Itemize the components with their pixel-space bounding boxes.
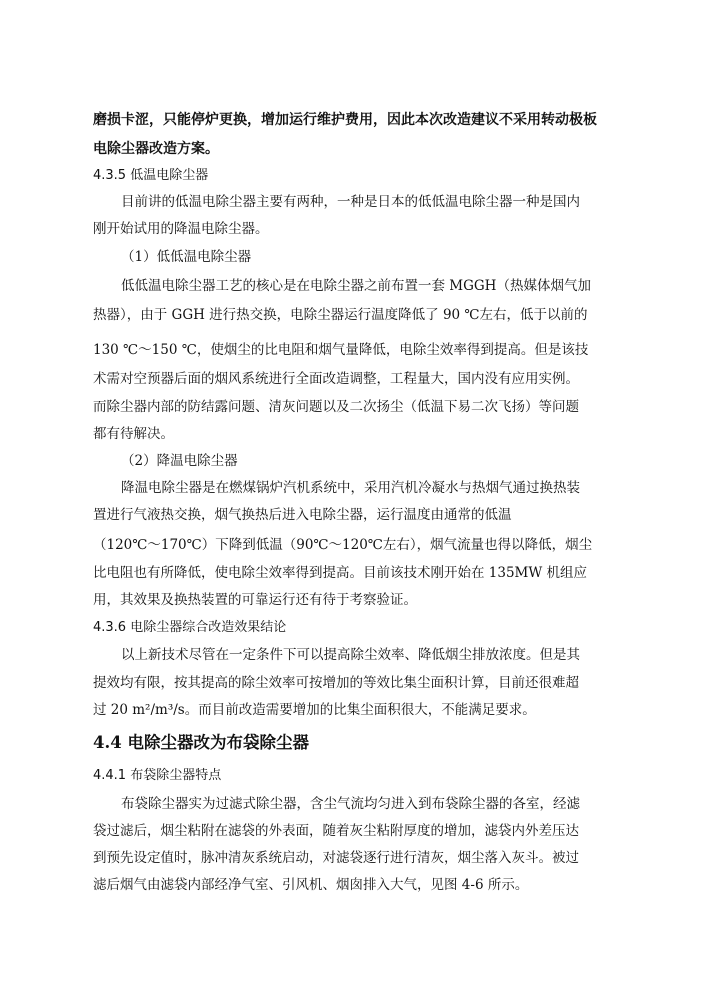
section-heading-4-4-1: 4.4.1 布袋除尘器特点 [93,768,222,783]
paragraph-line: 袋过滤后，烟尘粘附在滤袋的外表面，随着灰尘粘附厚度的增加，滤袋内外差压达 [93,823,579,839]
paragraph-line: （120℃～170℃）下降到低温（90℃～120℃左右），烟气流量也得以降低，烟尘 [93,537,593,553]
paragraph-line: 而除尘器内部的防结露问题、清灰问题以及二次扬尘（低温下易二次飞扬）等问题 [93,399,579,415]
paragraph-line: 置进行气液热交换，烟气换热后进入电除尘器，运行温度由通常的低温 [93,507,512,523]
paragraph-line: 过 20 m²/m³/s。而目前改造需要增加的比集尘面积很大，不能满足要求。 [93,702,536,718]
subheading-cooled: （2）降温电除尘器 [121,453,238,469]
paragraph-line: 到预先设定值时，脉冲清灰系统启动，对滤袋逐行进行清灰，烟尘落入灰斗。被过 [93,850,579,866]
paragraph-line: 目前讲的低温电除尘器主要有两种，一种是日本的低低温电除尘器一种是国内 [121,194,580,210]
section-heading-4-3-5: 4.3.5 低温电除尘器 [93,168,209,183]
paragraph-line: 低低温电除尘器工艺的核心是在电除尘器之前布置一套 MGGH（热媒体烟气加 [121,278,591,294]
paragraph-line: 提效均有限，按其提高的除尘效率可按增加的等效比集尘面积计算，目前还很难超 [93,675,579,691]
paragraph-line: 以上新技术尽管在一定条件下可以提高除尘效率、降低烟尘排放浓度。但是其 [121,647,580,663]
subheading-low-low-temp: （1）低低温电除尘器 [121,249,252,265]
paragraph-line: 130 ℃～150 ℃，使烟尘的比电阻和烟气量降低，电除尘效率得到提高。但是该技 [93,342,589,358]
paragraph-line: 布袋除尘器实为过滤式除尘器，含尘气流均匀进入到布袋除尘器的各室，经滤 [121,796,580,812]
paragraph-line: 用，其效果及换热装置的可靠运行还有待于考察验证。 [93,592,417,608]
section-heading-4-3-6: 4.3.6 电除尘器综合改造效果结论 [93,620,287,635]
paragraph-line: 都有待解决。 [93,426,174,442]
paragraph-line: 术需对空预器后面的烟风系统进行全面改造调整，工程量大，国内没有应用实例。 [93,371,579,387]
intro-line-2: 电除尘器改造方案。 [93,141,219,157]
paragraph-line: 降温电除尘器是在燃煤锅炉汽机系统中，采用汽机冷凝水与热烟气通过换热装 [121,480,580,496]
paragraph-line: 热器），由于 GGH 进行热交换，电除尘器运行温度降低了 90 ℃左右，低于以前的 [93,307,588,323]
paragraph-line: 比电阻也有所降低，使电除尘效率得到提高。目前该技术刚开始在 135MW 机组应 [93,565,588,581]
paragraph-line: 刚开始试用的降温电除尘器。 [93,221,269,237]
section-heading-4-4: 4.4 电除尘器改为布袋除尘器 [93,733,309,752]
paragraph-line: 滤后烟气由滤袋内部经净气室、引风机、烟囱排入大气，见图 4-6 所示。 [93,877,529,893]
intro-line-1: 磨损卡涩，只能停炉更换，增加运行维护费用，因此本次改造建议不采用转动极板 [93,112,597,128]
